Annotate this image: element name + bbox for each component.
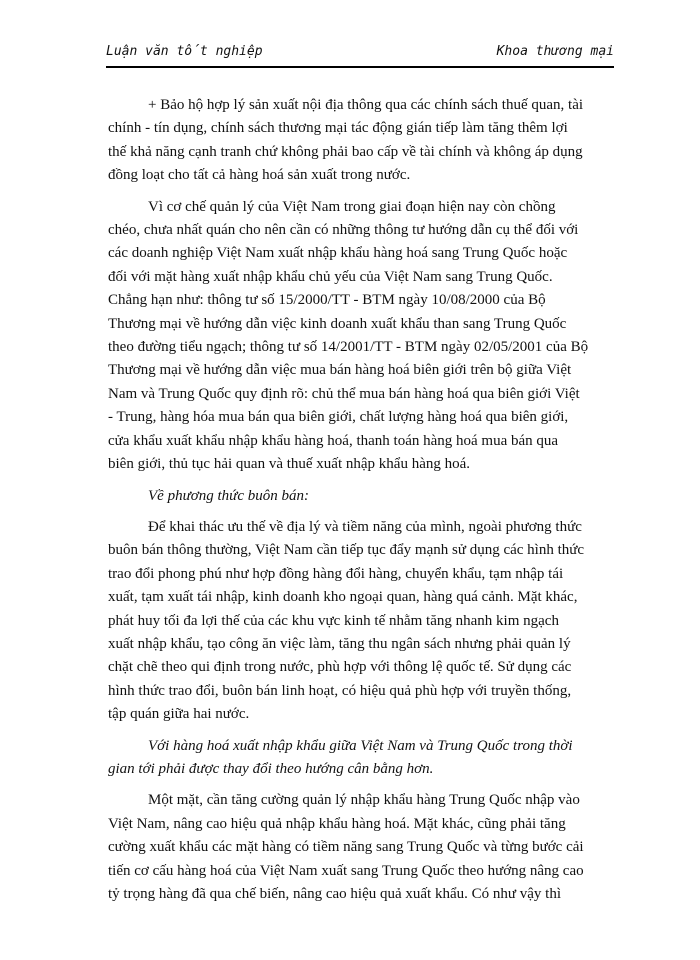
text-line: + Bảo hộ hợp lý sản xuất nội địa thông qua các chính sách thuế quan, tài <box>148 97 584 113</box>
text-line: theo đường tiểu ngạch; thông tư số 14/2001/TT - BTM ngày 02/05/2001 của Bộ <box>108 339 589 356</box>
text-line: xuất, tạm xuất tái nhập, kinh doanh kho ngoại quan, hàng quá cảnh. Mặt khác, <box>108 589 578 606</box>
text-line: đối với mặt hàng xuất nhập khẩu chủ yếu của Việt Nam sang Trung Quốc. <box>108 268 553 285</box>
text-line: thế khả năng cạnh tranh chứ không phải bao cấp về tài chính và không áp dụng <box>108 143 583 160</box>
text-line: Với hàng hoá xuất nhập khẩu giữa Việt Nam và Trung Quốc trong thời <box>148 737 573 754</box>
header-faculty-label: Khoa thương mại <box>496 44 614 59</box>
text-line: tiến cơ cấu hàng hoá của Việt Nam xuất sang Trung Quốc theo hướng nâng cao <box>108 862 584 879</box>
text-line: chặt chẽ theo qui định trong nước, phù hợp với thông lệ quốc tế. Sử dụng các <box>108 659 572 676</box>
text-line: chéo, chưa nhất quán cho nên cần có những thông tư hướng dẫn cụ thể đối với <box>108 222 579 239</box>
text-line: các doanh nghiệp Việt Nam xuất nhập khẩu hàng hoá sang Trung Quốc hoặc <box>108 245 568 262</box>
paragraph-trade-method <box>108 516 620 727</box>
text-line: Việt Nam, nâng cao hiệu quả nhập khẩu hàng hoá. Mặt khác, cũng phải tăng <box>108 815 566 832</box>
text-line: xuất nhập khẩu, tạo công ăn việc làm, tăng thu ngân sách nhưng phải quản lý <box>108 635 571 652</box>
text-line: biên giới, thủ tục hải quan và thuế xuất nhập khẩu hàng hoá. <box>108 456 471 473</box>
text-line: Nam và Trung Quốc quy định rõ: chủ thể mua bán hàng hoá qua biên giới Việt <box>108 385 580 402</box>
text-line: phát huy tối đa lợi thế của các khu vực kinh tế nhằm tăng nhanh kim ngạch <box>108 612 559 629</box>
header-thesis-label: Luận văn tốt nghiệp <box>106 44 263 59</box>
paragraph-management-mechanism <box>108 196 620 477</box>
text-line: Thương mại về hướng dẫn việc mua bán hàng hoá biên giới trên bộ giữa Việt <box>108 362 572 379</box>
text-line: chính - tín dụng, chính sách thương mại tác động gián tiếp làm tăng thêm lợi <box>108 120 568 137</box>
document-body <box>108 94 620 906</box>
subheading-trade-balance <box>108 735 620 782</box>
text-line: Thương mại về hướng dẫn việc kinh doanh xuất khẩu than sang Trung Quốc <box>108 315 567 332</box>
text-line: tỷ trọng hàng đã qua chế biến, nâng cao hiệu quả xuất khẩu. Có như vậy thì <box>108 886 562 902</box>
text-line: Về phương thức buôn bán: <box>148 487 310 504</box>
subheading-trade-method <box>108 485 620 508</box>
page-header <box>106 40 614 68</box>
text-line: Chẳng hạn như: thông tư số 15/2000/TT - BTM ngày 10/08/2000 của Bộ <box>108 292 546 309</box>
text-line: Để khai thác ưu thế về địa lý và tiềm năng của mình, ngoài phương thức <box>148 518 582 535</box>
text-line: cửa khẩu xuất khẩu nhập khẩu hàng hoá, thanh toán hàng hoá mua bán qua <box>108 432 559 449</box>
text-line: hình thức trao đổi, buôn bán linh hoạt, có hiệu quả phù hợp với truyền thống, <box>108 682 572 699</box>
text-line: trao đổi phong phú như hợp đồng hàng đổi hàng, chuyển khẩu, tạm nhập tái <box>108 565 564 582</box>
text-line: - Trung, hàng hóa mua bán qua biên giới, chất lượng hàng hoá qua biên giới, <box>108 409 569 426</box>
text-line: buôn bán thông thường, Việt Nam cần tiếp tục đẩy mạnh sử dụng các hình thức <box>108 542 585 559</box>
text-line: cường xuất khẩu các mặt hàng có tiềm năng sang Trung Quốc và từng bước cải <box>108 839 584 856</box>
text-line: đồng loạt cho tất cả hàng hoá sản xuất trong nước. <box>108 167 411 184</box>
paragraph-import-export-management <box>108 789 620 906</box>
paragraph-trade-protection <box>108 94 620 188</box>
text-line: gian tới phải được thay đổi theo hướng cân bằng hơn. <box>108 760 434 777</box>
text-line: Một mặt, cần tăng cường quản lý nhập khẩu hàng Trung Quốc nhập vào <box>148 792 580 809</box>
text-line: Vì cơ chế quản lý của Việt Nam trong giai đoạn hiện nay còn chồng <box>148 198 556 215</box>
text-line: tập quán giữa hai nước. <box>108 706 250 723</box>
